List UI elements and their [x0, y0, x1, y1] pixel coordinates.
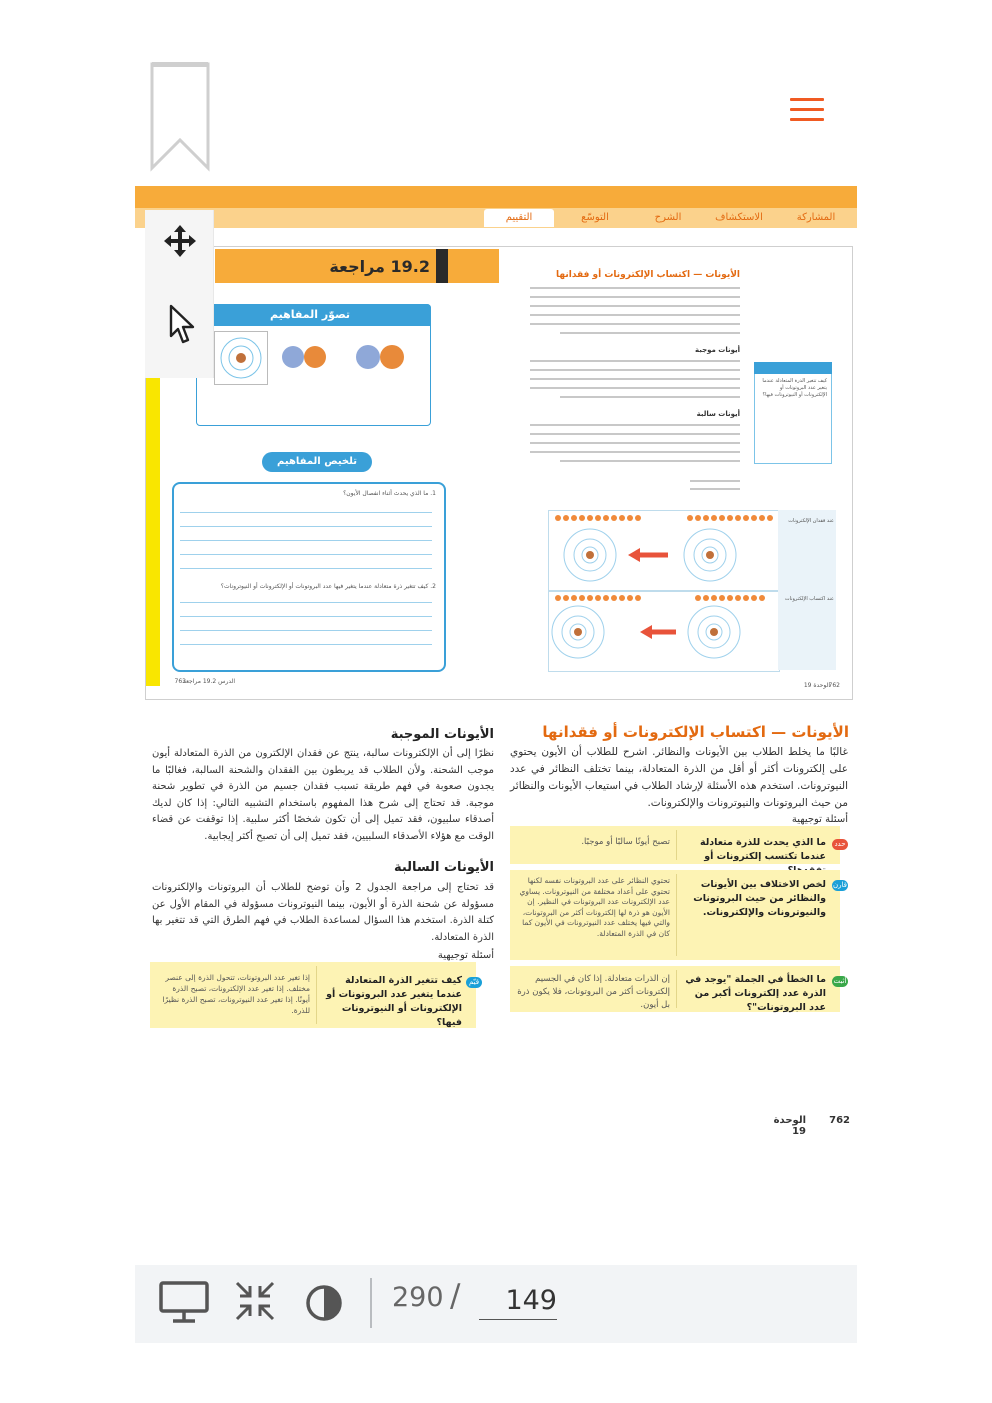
- thumb-sidebar-header: [754, 362, 832, 374]
- tab-engage[interactable]: المشاركة: [796, 212, 836, 223]
- contrast-icon[interactable]: [304, 1283, 344, 1323]
- concept-figure-3: [352, 339, 412, 377]
- thumb-footer-left: الدرس 19.2 مراجعة: [182, 678, 235, 685]
- question-2-text: لخص الاختلاف بين الأيونات والنظائر من حيث البروتونات والنيوترونات والإلكترونات.: [693, 879, 826, 918]
- toolbar-divider: [370, 1278, 372, 1328]
- nucleus-pair-icon: [352, 339, 412, 377]
- ion-panel-labels: [778, 510, 836, 670]
- summary-question-1: 1. ما الذي يحدث أثناء انفصال الأيون؟: [343, 490, 436, 497]
- margin-strip: [146, 376, 160, 686]
- heading-ions: الأيونات — اكتساب الإلكترونات أو فقدانها: [542, 723, 849, 741]
- menu-icon[interactable]: [790, 98, 824, 124]
- negative-ions-paragraph: قد تحتاج إلى مراجعة الجدول 2 وأن توضح للطلاب أن البروتونات والإلكترونات مسؤولة عن شحنة الذرة أو الأيون، بينما النيوترونات مسؤولة في المقام الأول عن كتلة الذرة. استخدم هذا السؤال لمساعدة الطلاب في فهم الطرق التي قد تتغير بها الذرة المتعادلة.: [152, 882, 495, 943]
- review-title: 19.2 مراجعة: [329, 257, 430, 276]
- thumb-sidebar-note: كيف تتغير الذرة المتعادلة عندما يتغير عدد البروتونات أو الإلكترونات أو النيوترونات فيها؟: [762, 378, 827, 398]
- question-badge-1: حدد: [832, 839, 848, 850]
- footer-unit: الوحدة 19: [773, 1115, 806, 1137]
- question-1-answer: تصبح أيونًا سالبًا أو موجبًا.: [581, 837, 670, 847]
- thumb-footer-page: 762: [828, 682, 840, 689]
- tab-elaborate[interactable]: التوسّع: [581, 212, 609, 223]
- concept-figure-2: [279, 339, 329, 377]
- thumb-positive-heading: أيونات موجبة: [694, 346, 740, 354]
- question-badge-left: قيّم: [466, 977, 482, 988]
- page-number-input[interactable]: [479, 1281, 557, 1320]
- heading-positive-ions: الأيونات الموجبة: [390, 727, 494, 742]
- question-2-answer: تحتوي النظائر على عدد البروتونات نفسه لكنها تحتوي على أعداد مختلفة من النيوترونات. يساوي عدد الإلكترونات عدد البروتونات في النظير. إن الأيون هو ذرة لها إلكترونات أكثر من البروتونات، والتي فيها يختلف عدد النيوترونات في الأيون كما كان في الذرة المتعادلة.: [519, 876, 670, 938]
- total-pages: 290: [392, 1282, 444, 1313]
- fit-screen-icon[interactable]: [234, 1280, 276, 1322]
- move-tool-icon[interactable]: [162, 223, 198, 259]
- summary-question-2: 2. كيف تتغير ذرة متعادلة عندما يتغير فيها عدد البروتونات أو الإلكترونات أو النيوترونات؟: [220, 583, 436, 590]
- positive-ions-paragraph: نظرًا إلى أن الإلكترونات سالبة، ينتج عن فقدان الإلكترون من الذرة المتعادلة أيون موجب الشحنة. ولأن الطلاب قد يربطون بين الفقدان والشحنة السالبة، فغالبًا ما يجدون صعوبة في فهم طريقة تسبب فقدان جسيم من الذرة في تطوير شحنة موجبة. قد تحتاج إلى شرح هذا المفهوم باستخدام التشبيه التالي: إذا كان لديك أصدقاء سلبيون، فقد تميل إلى أن تكون شخصًا أكثر سلبية. إذا توقفت عن قضاء الوقت مع هؤلاء الأصدقاء السلبيين، فقد تميل إلى أن تصبح أكثر إيجابية.: [152, 748, 494, 842]
- question-badge-3: أثبت: [833, 977, 847, 985]
- tab-explore[interactable]: الاستكشاف: [715, 212, 763, 223]
- thumb-negative-heading: أيونات سالبة: [696, 410, 740, 418]
- question-badge-2: قارن: [833, 881, 847, 889]
- concept-figure-1: [214, 331, 268, 385]
- question-left-answer: إذا تغير عدد البروتونات، تتحول الذرة إلى عنصر مختلف. إذا تغير عدد الإلكترونات، تصبح الذرة أيونًا. إذا تغير عدد النيوترونات، تصبح الذرة نظيرًا للذرة.: [162, 973, 310, 1015]
- question-3-answer: إن الذرات متعادلة. إذا كان في الجسيم إلكترونات أكثر من البروتونات، فلا يكون ذرة بل أيون.: [517, 974, 670, 1010]
- pointer-tool-icon[interactable]: [168, 304, 196, 346]
- intro-paragraph: غالبًا ما يخلط الطلاب بين الأيونات والنظائر. اشرح للطلاب أن الأيون يحتوي على إلكترونات أكثر أو أقل من الذرة المتعادلة، بينما تختلف النظائر في عدد النيوترونات. استخدم هذه الأسئلة لإرشاد الطلاب في استيعاب الأيونات والنظائر من حيث البروتونات والنيوترونات والإلكترونات.: [510, 746, 848, 809]
- display-mode-icon[interactable]: [158, 1280, 210, 1324]
- nucleus-icon: [279, 339, 329, 377]
- review-tag: [436, 249, 448, 283]
- thumb-footer-left-page: 763: [174, 678, 186, 685]
- tab-explain[interactable]: الشرح: [654, 212, 682, 223]
- chapter-color-band: [135, 186, 857, 208]
- heading-negative-ions: الأيونات السالبة: [393, 860, 494, 875]
- thumb-right-heading: الأيونات — اكتساب الإلكترونات أو فقدانها: [556, 270, 740, 280]
- question-1-text: ما الذي يحدث للذرة متعادلة عندما تكتسب إلكترونات أو: [699, 837, 826, 862]
- footer-page-number: 762: [829, 1115, 850, 1126]
- panel-label-gain: عند اكتساب الإلكترونات: [784, 596, 834, 602]
- guiding-questions-label-right: أسئلة توجيهية: [791, 814, 848, 825]
- panel-label-lose: عند فقدان الإلكترونات: [788, 518, 834, 524]
- summary-title: تلخيص المفاهيم: [277, 456, 357, 467]
- concept-title: تصوّر المفاهيم: [269, 308, 351, 321]
- guiding-questions-label-left: أسئلة توجيهية: [437, 950, 494, 961]
- question-left-text: كيف تتغير الذرة المتعادلة عندما يتغير عدد البروتونات أو الإلكترونات أو النيوترونات فيها؟: [326, 975, 462, 1028]
- question-3-text: ما الخطأ في الجملة "يوجد في الذرة عدد إلكترونات أكبر من عدد البروتونات"؟: [685, 974, 826, 1013]
- ion-diagram: [548, 510, 778, 670]
- page-separator: /: [450, 1278, 461, 1314]
- bookmark-icon[interactable]: [148, 62, 212, 172]
- tab-evaluate[interactable]: التقييم: [484, 209, 554, 227]
- atom-icon: [215, 332, 267, 384]
- thumb-footer-unit: الوحدة 19: [803, 682, 830, 689]
